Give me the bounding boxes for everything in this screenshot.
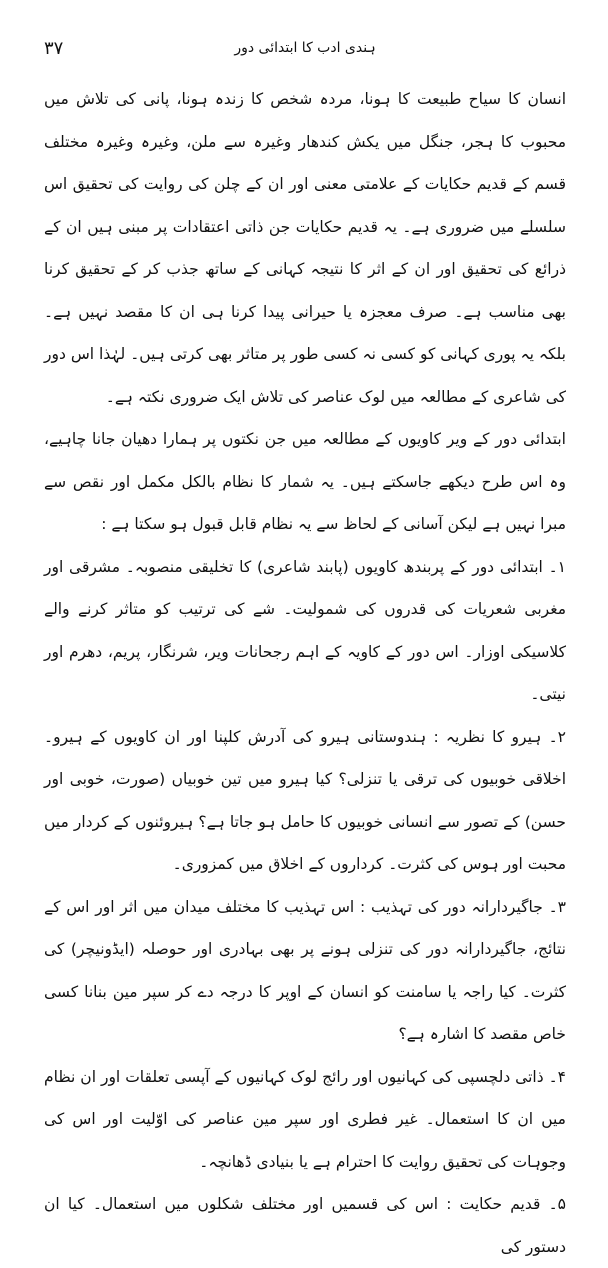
page-number: ۳۷ [44,38,64,59]
list-item-3: ۳۔ جاگیردارانہ دور کی تہذیب : اس تہذیب کا مختلف میدان میں اثر اور اس کے نتائج، جاگیردارانہ دور کی تنزلی ہونے پر بھی بہادری اور حوصلہ (ایڈونیچر) کی کثرت۔ کیا راجہ یا سامنت کو انسان کے اوپر کا درجہ دے کر سپر مین بنانا کسی خاص مقصد کا اشارہ ہے؟ [44,897,566,1043]
running-title: ہندی ادب کا ابتدائی دور [234,40,376,56]
list-item-1: ۱۔ ابتدائی دور کے پربندھ کاویوں (پابند شاعری) کا تخلیقی منصوبہ۔ مشرقی اور مغربی شعریات کی قدروں کی شمولیت۔ شے کی ترتیب کو متاثر کرنے والے کلاسیکی اوزار۔ اس دور کے کاویہ کے اہم رجحانات ویر، شرنگار، پریم، دھرم اور نیتی۔ [44,557,566,703]
paragraph-overview: ابتدائی دور کے ویر کاویوں کے مطالعہ میں جن نکتوں پر ہمارا دھیان جانا چاہیے، وہ اس طرح دیکھے جاسکتے ہیں۔ یہ شمار کا نظام بالکل مکمل اور نقص سے مبرا نہیں ہے لیکن آسانی کے لحاظ سے یہ نظام قابل قبول ہو سکتا ہے : [44,430,566,533]
list-item-4: ۴۔ ذاتی دلچسپی کی کہانیوں اور رائج لوک کہانیوں کے آپسی تعلقات اور ان نظام میں ان کا استعمال۔ غیر فطری اور سپر مین عناصر کی اوّلیت اور اس کی وجوہات کی تحقیق روایت کا احترام ہے یا بنیادی ڈھانچہ۔ [44,1067,566,1171]
body-text [44,78,566,1268]
page-header [44,30,566,78]
list-item-2: ۲۔ ہیرو کا نظریہ : ہندوستانی ہیرو کی آدرش کلپنا اور ان کاویوں کے ہیرو۔ اخلاقی خوبیوں کی ترقی یا تنزلی؟ کیا ہیرو میں تین خوبیاں (صورت، خوبی اور حسن) کے تصور سے انسانی خوبیوں کا حامل ہو جاتا ہے؟ ہیروئنوں کے کردار میں محبت اور ہوس کی کثرت۔ کرداروں کے اخلاق میں کمزوری۔ [44,727,566,873]
list-item-5: ۵۔ قدیم حکایت : اس کی قسمیں اور مختلف شکلوں میں استعمال۔ کیا ان دستور کی [44,1195,566,1256]
paragraph-intro: انسان کا سیاح طبیعت کا ہونا، مردہ شخص کا زندہ ہونا، پانی کی تلاش میں محبوب کا ہجر، جنگل میں یکش کندھار وغیرہ سے ملن، وغیرہ وغیرہ مختلف قسم کے قدیم حکایات کے علامتی معنی اور ان کے چلن کی روایت کی تحقیق اس سلسلے میں ضروری ہے۔ یہ قدیم حکایات جن ذاتی اعتقادات پر مبنی ہیں ان کے ذرائع کی تحقیق اور ان کے اثر کا نتیجہ کہانی کے ساتھ جذب کر کے تحقیق کرنا بھی مناسب ہے۔ صرف معجزہ یا حیرانی پیدا کرنا ہی ان کا مقصد نہیں ہے۔ بلکہ یہ پوری کہانی کو کسی نہ کسی طور پر متاثر بھی کرتی ہیں۔ لہٰذا اس دور کی شاعری کے مطالعہ میں لوک عناصر کی تلاش ایک ضروری نکتہ ہے۔ [44,90,566,406]
